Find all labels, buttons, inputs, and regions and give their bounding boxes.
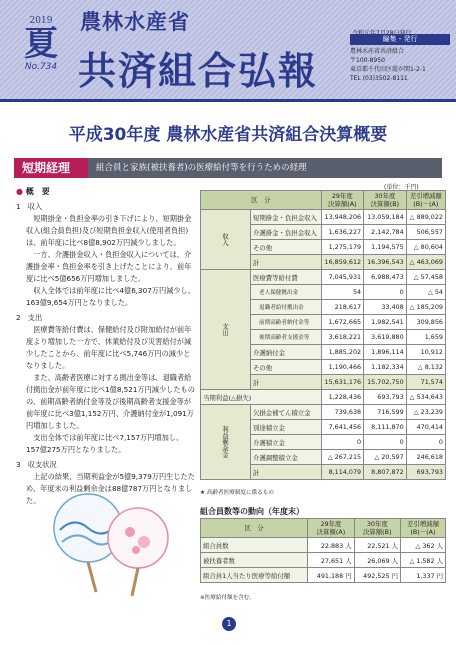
row-label: 計	[251, 375, 322, 390]
table-row	[201, 405, 446, 420]
value-b: 716,599	[364, 405, 407, 420]
publisher-line: 東京都千代田区霞が関1-2-1	[350, 66, 426, 73]
value-a: 0	[321, 435, 364, 450]
row-label: 老人保健拠出金	[251, 285, 322, 300]
value-b: 22,521 人	[354, 538, 400, 553]
row-group-label: 利益剰余金	[201, 405, 251, 480]
section-description: 組合員と家族(被扶養者)の医療給付等を行うための経理	[96, 163, 307, 173]
column-header: 29年度 決算額(A)	[308, 519, 354, 538]
issue-year: 2019	[29, 16, 53, 26]
value-a: 54	[321, 285, 364, 300]
value-a: 491,188 円	[308, 568, 354, 583]
value-diff: △ 463,069	[406, 255, 445, 270]
page-title: 平成30年度 農林水産省共済組合決算概要	[68, 125, 388, 145]
value-diff: 1,337 円	[400, 568, 445, 583]
value-a: 8,114,079	[321, 465, 364, 480]
row-label: 被扶養者数	[201, 553, 308, 568]
value-b: 1,182,334	[364, 360, 407, 375]
value-b: 3,619,880	[364, 330, 407, 345]
value-a: 1,672,665	[321, 315, 364, 330]
value-a: 1,636,227	[321, 225, 364, 240]
page-number: 1	[222, 617, 236, 631]
paragraph: 支出全体では前年度に比べ7,157万円増加し、157億275万円となりました。	[26, 433, 184, 454]
value-diff: 309,856	[406, 315, 445, 330]
value-a: 1,190,466	[321, 360, 364, 375]
row-label: 前期高齢者納付金等	[251, 315, 322, 330]
value-diff: 1,659	[406, 330, 445, 345]
value-a: 3,618,221	[321, 330, 364, 345]
value-a: 218,617	[321, 300, 364, 315]
fan-illustration	[40, 480, 180, 600]
value-a: 7,641,456	[321, 420, 364, 435]
paragraph: 収入全体では前年度に比べ4億6,307万円減少し、163億9,654万円となりました。	[26, 286, 195, 307]
issue-number: No.734	[24, 62, 58, 72]
row-label: 退職者給付拠出金	[251, 300, 322, 315]
value-diff: 10,912	[406, 345, 445, 360]
value-diff: △ 1,582 人	[400, 553, 445, 568]
value-a: 22,883 人	[308, 538, 354, 553]
value-b: 8,807,872	[364, 465, 407, 480]
value-b: 1,982,541	[364, 315, 407, 330]
section-bar	[14, 158, 442, 178]
row-label: 別途積立金	[251, 420, 322, 435]
row-label: その他	[251, 240, 322, 255]
value-diff: △ 185,209	[406, 300, 445, 315]
row-label: 組合員数	[201, 538, 308, 553]
value-a: 1,885,202	[321, 345, 364, 360]
value-diff: 470,414	[406, 420, 445, 435]
body-text	[16, 186, 196, 507]
row-group-label: 支出	[201, 270, 251, 390]
header-banner	[0, 0, 456, 102]
publisher-line: 農林水産省共済組合	[350, 48, 405, 55]
value-diff: 0	[406, 435, 445, 450]
value-a: △ 267,215	[321, 450, 364, 465]
value-diff: △ 57,458	[406, 270, 445, 285]
value-diff: 246,618	[406, 450, 445, 465]
value-b: △ 20,597	[364, 450, 407, 465]
value-diff: 71,574	[406, 375, 445, 390]
table-footnote: ※医療給付額を含む。	[200, 595, 256, 601]
value-diff: △ 534,643	[406, 390, 445, 405]
value-b: 8,111,870	[364, 420, 407, 435]
settlement-table	[200, 190, 446, 480]
row-label: その他	[251, 360, 322, 375]
row-label: 介護納付金	[251, 345, 322, 360]
paragraph: 医療費等給付費は、保健給付及び附加給付が前年度より増加した一方で、休業給付及び災害給付が減少したことから、前年度に比べ5,746万円の減少となりました。	[26, 325, 192, 370]
row-label: 医療費等給付費	[251, 270, 322, 285]
row-label: 後期高齢者支援金等	[251, 330, 322, 345]
paragraph: 短期掛金・負担金率の引き下げにより、短期掛金収入(組合員負担)及び短期負担金収入(使用者負担)は、前年度に比べ8億8,902万円減少しました。	[26, 214, 192, 247]
value-diff: △ 8,132	[406, 360, 445, 375]
unit-note: (単位：千円)	[384, 184, 419, 191]
value-b: 16,396,543	[364, 255, 407, 270]
value-diff: 506,557	[406, 225, 445, 240]
row-label: 計	[251, 255, 322, 270]
value-b: 1,194,575	[364, 240, 407, 255]
value-b: 1,896,114	[364, 345, 407, 360]
table-row	[201, 210, 446, 225]
row-label: 欠損金補てん積立金	[251, 405, 322, 420]
members-table-title: 組合員数等の動向（年度末）	[200, 507, 304, 516]
publisher-box	[350, 34, 450, 83]
value-b: 0	[364, 435, 407, 450]
value-b: 26,069 人	[354, 553, 400, 568]
table-header-row	[201, 519, 446, 538]
paragraph: 一方、介護掛金収入・負担金収入については、介護掛金率・負担金率を引き上げたことにより、前年度に比べ5億656万円増加しました。	[26, 250, 192, 283]
row-group-label: 収入	[201, 210, 251, 270]
table-header-row	[201, 191, 446, 210]
members-table	[200, 518, 446, 583]
column-header: 29年度 決算額(A)	[321, 191, 364, 210]
balance-heading: 3 収支状況	[16, 460, 57, 469]
row-label: 介護掛金・負担金収入	[251, 225, 322, 240]
column-header: 区 分	[201, 519, 308, 538]
value-a: 13,948,206	[321, 210, 364, 225]
value-b: 6,988,473	[364, 270, 407, 285]
value-diff: △ 889,022	[406, 210, 445, 225]
table-row	[201, 553, 446, 568]
column-header: 区 分	[201, 191, 322, 210]
value-b: 15,702,750	[364, 375, 407, 390]
row-label: 短期掛金・負担金収入	[251, 210, 322, 225]
value-a: 15,631,176	[321, 375, 364, 390]
row-label: 計	[251, 465, 322, 480]
value-b: 13,059,184	[364, 210, 407, 225]
value-b: 492,525 円	[354, 568, 400, 583]
value-diff: △ 54	[406, 285, 445, 300]
value-b: 2,142,784	[364, 225, 407, 240]
value-diff: △ 80,604	[406, 240, 445, 255]
value-b: 33,408	[364, 300, 407, 315]
value-b: 0	[364, 285, 407, 300]
row-label: 介護積立金	[251, 435, 322, 450]
value-a: 27,651 人	[308, 553, 354, 568]
table-row	[201, 568, 446, 583]
table-row	[201, 270, 446, 285]
value-a: 1,228,436	[321, 390, 364, 405]
row-label: 介護調整積立金	[251, 450, 322, 465]
overview-heading: ● 概 要	[16, 187, 50, 196]
row-label: 当期利益(△損失)	[201, 390, 322, 405]
value-diff: △ 23,239	[406, 405, 445, 420]
table-footnote: ★ 高齢者医療制度に係るもの	[200, 490, 274, 496]
section-tag: 短期経理	[14, 158, 88, 178]
column-header: 差引増減額 (B)－(A)	[400, 519, 445, 538]
paragraph: また、高齢者医療に対する拠出金等は、退職者給付拠出金が前年度に比べ1億8,521万円減少したものの、前期高齢者納付金等及び後期高齢者支援金等が前年度に比べ3億1,152万円、介護納付金が1,091万円増加しました。	[26, 373, 195, 430]
publisher-line: 〒100-8950	[350, 57, 385, 64]
expense-heading: 2 支出	[16, 313, 43, 322]
ministry-name: 農林水産省	[80, 10, 190, 34]
publisher-line: TEL (03)3502-8111	[350, 75, 408, 82]
column-header: 30年度 決算額(B)	[364, 191, 407, 210]
value-diff: △ 362 人	[400, 538, 445, 553]
value-a: 16,859,612	[321, 255, 364, 270]
table-row	[201, 538, 446, 553]
publisher-role: 編集・発行	[350, 34, 450, 45]
issue-season: 夏	[24, 24, 58, 64]
fan-icon	[108, 508, 168, 596]
bullet-icon: ●	[16, 187, 23, 196]
issue-badge	[12, 16, 70, 88]
row-label: 組合員1人当たり医療等給付額	[201, 568, 308, 583]
value-a: 739,638	[321, 405, 364, 420]
column-header: 30年度 決算額(B)	[354, 519, 400, 538]
table-row	[201, 390, 446, 405]
income-heading: 1 収入	[16, 202, 43, 211]
paragraph: 上記の結果、当期利益金が5億9,379万円生じたため、年度末の利益剰余金は88億787万円となりました。	[26, 472, 195, 505]
value-b: 693,793	[364, 390, 407, 405]
masthead-title: 共済組合弘報	[78, 49, 319, 93]
value-a: 7,045,931	[321, 270, 364, 285]
value-a: 1,275,179	[321, 240, 364, 255]
column-header: 差引増減額 (B)－(A)	[406, 191, 445, 210]
value-diff: 693,793	[406, 465, 445, 480]
